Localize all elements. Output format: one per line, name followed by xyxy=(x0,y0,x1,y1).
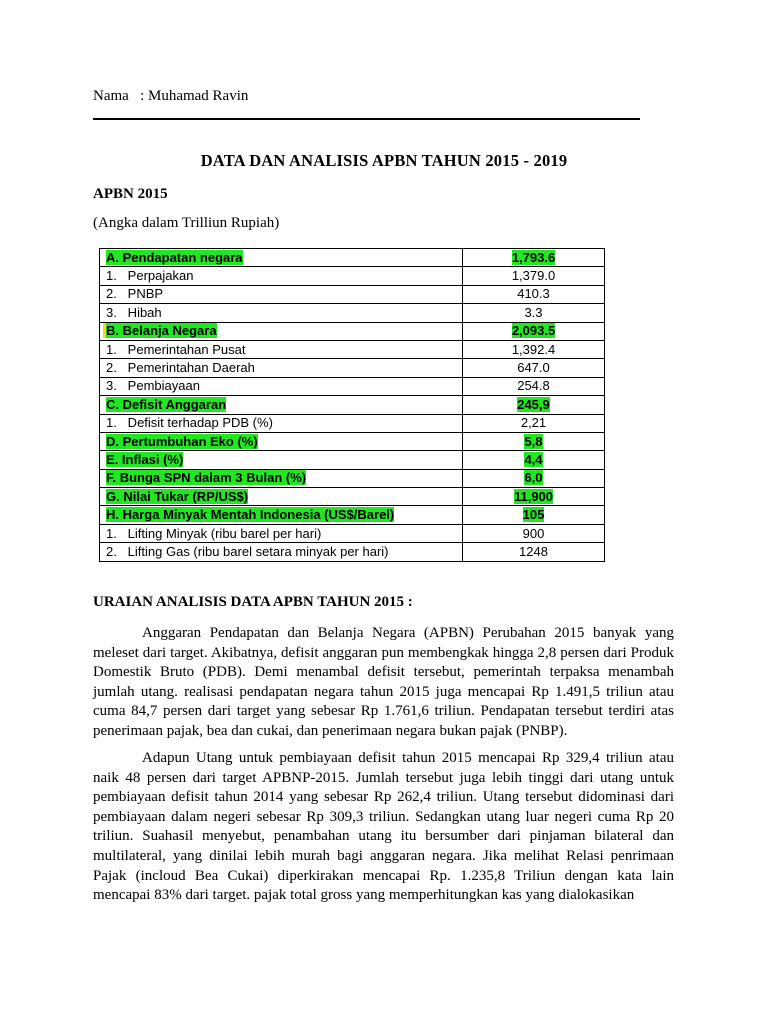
row-label: 2. PNBP xyxy=(106,286,164,302)
table-row xyxy=(100,304,605,322)
analysis-paragraph-1: Anggaran Pendapatan dan Belanja Negara (APBN) Perubahan 2015 banyak yang meleset dari target. Akibatnya, defisit anggaran pun membengkak hingga 2,8 persen dari Produk Domestik Bruto (PDB). Demi menambal defisit tersebut, pemerintah terpaksa menambah jumlah utang. realisasi pendapatan negara tahun 2015 juga mencapai Rp 1.491,5 triliun atau cuma 84,7 persen dari target yang sebesar Rp 1.761,6 triliun. Pendapatan tersebut terdiri atas penerimaan pajak, bea dan cukai, dan penerimaan negara bukan pajak (PNBP). xyxy=(93,625,674,739)
row-value-cell xyxy=(463,543,605,561)
table-row xyxy=(100,414,605,432)
row-value: 1,392.4 xyxy=(511,341,556,357)
row-value-cell xyxy=(463,285,605,303)
row-label-cell xyxy=(100,451,463,469)
row-label-cell xyxy=(100,524,463,542)
row-label: 1. Perpajakan xyxy=(106,268,194,284)
row-label: 1. Pemerintahan Pusat xyxy=(106,341,246,357)
table-row xyxy=(100,359,605,377)
row-value: 11,900 xyxy=(513,488,554,504)
row-value-cell xyxy=(463,304,605,322)
unit-note: (Angka dalam Trilliun Rupiah) xyxy=(93,215,280,231)
row-value-cell xyxy=(463,524,605,542)
row-value-cell xyxy=(463,432,605,450)
row-label-cell xyxy=(100,377,463,395)
row-value: 5,8 xyxy=(524,433,543,449)
row-value-cell xyxy=(463,267,605,285)
row-label: F. Bunga SPN dalam 3 Bulan (%) xyxy=(106,470,307,486)
row-value: 254.8 xyxy=(517,378,550,394)
row-label: D. Pertumbuhan Eko (%) xyxy=(106,433,258,449)
row-value-cell xyxy=(463,340,605,358)
row-label-cell xyxy=(100,543,463,561)
table-row xyxy=(100,285,605,303)
row-value: 6,0 xyxy=(524,470,543,486)
row-label: G. Nilai Tukar (RP/US$) xyxy=(106,488,249,504)
row-value: 2,21 xyxy=(520,415,547,431)
row-value-cell xyxy=(463,359,605,377)
row-value-cell xyxy=(463,488,605,506)
table-row xyxy=(100,267,605,285)
row-label-cell xyxy=(100,304,463,322)
row-value: 900 xyxy=(522,525,545,541)
row-value: 245,9 xyxy=(517,396,550,412)
table-row xyxy=(100,488,605,506)
row-label-cell xyxy=(100,285,463,303)
table-row xyxy=(100,432,605,450)
row-value: 4,4 xyxy=(524,451,543,467)
row-label-cell xyxy=(100,249,463,267)
row-label: E. Inflasi (%) xyxy=(106,451,184,467)
table-row xyxy=(100,524,605,542)
row-label-cell xyxy=(100,469,463,487)
row-label-cell xyxy=(100,432,463,450)
row-label-cell xyxy=(100,322,463,340)
row-label-cell xyxy=(100,488,463,506)
header-divider xyxy=(93,118,640,120)
row-value-cell xyxy=(463,249,605,267)
row-label: H. Harga Minyak Mentah Indonesia (US$/Barel) xyxy=(106,507,395,523)
row-value: 1248 xyxy=(519,543,548,559)
row-label-cell xyxy=(100,506,463,524)
table-row xyxy=(100,249,605,267)
table-row xyxy=(100,340,605,358)
row-label: 2. Lifting Gas (ribu barel setara minyak per hari) xyxy=(106,543,389,559)
row-label-cell xyxy=(100,359,463,377)
row-label: 3. Pembiayaan xyxy=(106,378,200,394)
analysis-heading: URAIAN ANALISIS DATA APBN TAHUN 2015 : xyxy=(93,594,413,610)
row-value-cell xyxy=(463,469,605,487)
row-label: 1. Defisit terhadap PDB (%) xyxy=(106,415,273,431)
row-value: 3.3 xyxy=(524,304,543,320)
row-value: 1,793.6 xyxy=(511,249,556,265)
document-title: DATA DAN ANALISIS APBN TAHUN 2015 - 2019 xyxy=(200,151,568,170)
row-label: C. Defisit Anggaran xyxy=(106,396,227,412)
table-row xyxy=(100,506,605,524)
row-label: 2. Pemerintahan Daerah xyxy=(106,360,255,376)
row-label: 3. Hibah xyxy=(106,304,162,320)
row-label-cell xyxy=(100,267,463,285)
row-value: 410.3 xyxy=(517,286,550,302)
row-label-cell xyxy=(100,414,463,432)
table-row xyxy=(100,396,605,414)
row-value: 2,093.5 xyxy=(511,323,556,339)
table-row xyxy=(100,469,605,487)
row-label: A. Pendapatan negara xyxy=(106,249,243,265)
row-label-cell xyxy=(100,340,463,358)
row-value-cell xyxy=(463,506,605,524)
row-value-cell xyxy=(463,322,605,340)
apbn-table xyxy=(99,248,605,562)
row-value-cell xyxy=(463,396,605,414)
section-subtitle: APBN 2015 xyxy=(93,186,168,202)
row-value-cell xyxy=(463,414,605,432)
analysis-paragraph-2: Adapun Utang untuk pembiayaan defisit tahun 2015 mencapai Rp 329,4 triliun atau naik 48 persen dari target APBNP-2015. Jumlah tersebut juga lebih tinggi dari utang untuk pembiayaan defisit tahun 2014 yang sebesar Rp 262,4 triliun. Utang tersebut didominasi dari pembiayaan dalam negeri sebesar Rp 309,3 triliun. Sedangkan utang luar negeri cuma Rp 20 triliun. Suahasil menyebut, penambahan utang itu bersumber dari pinjaman bilateral dan multilateral, yang dinilai lebih murah bagi anggaran negara. Jika melihat Relasi penrimaan Pajak (incloud Bea Cukai) diperkirakan mencapai Rp. 1.235,8 Triliun dengan kata lain mencapai 83% dari target. pajak total gross yang memperhitungkan kas yang dialokasikan xyxy=(93,750,674,904)
table-row xyxy=(100,543,605,561)
row-value-cell xyxy=(463,377,605,395)
row-value: 647.0 xyxy=(517,360,550,376)
row-label-cell xyxy=(100,396,463,414)
row-value: 1,379.0 xyxy=(511,268,556,284)
table-row xyxy=(100,451,605,469)
row-value: 105 xyxy=(522,507,545,523)
row-label: 1. Lifting Minyak (ribu barel per hari) xyxy=(106,525,322,541)
table-row xyxy=(100,377,605,395)
row-value-cell xyxy=(463,451,605,469)
author-name-line: Nama : Muhamad Ravin xyxy=(93,88,249,104)
table-row xyxy=(100,322,605,340)
row-label: B. Belanja Negara xyxy=(106,323,217,339)
